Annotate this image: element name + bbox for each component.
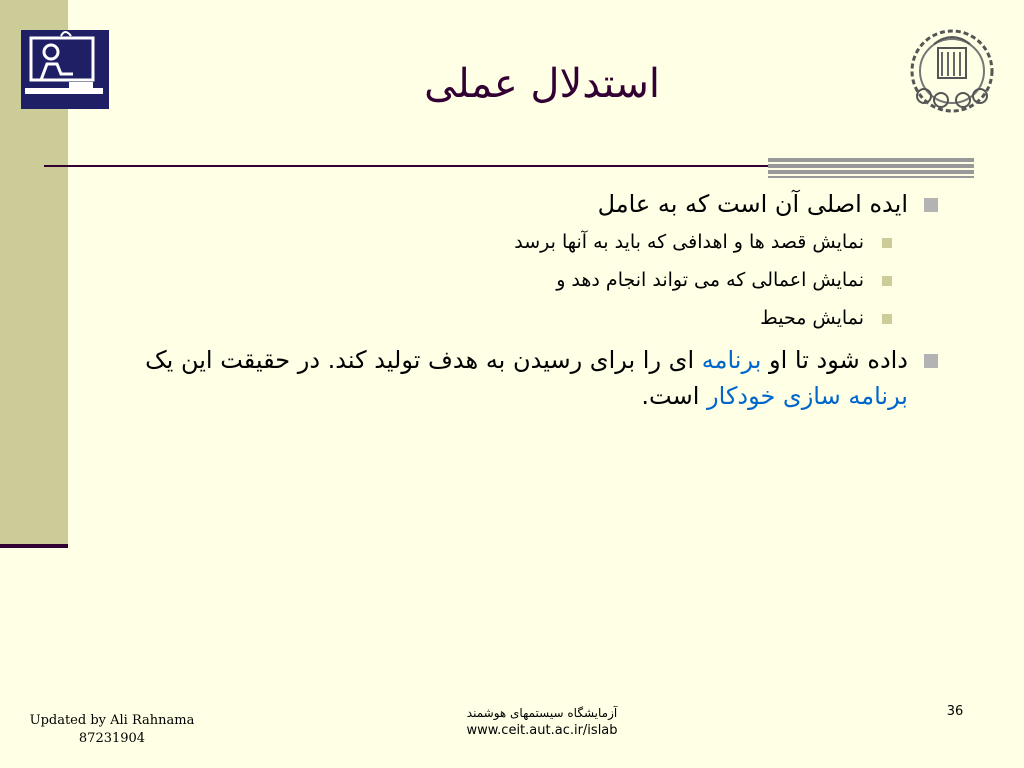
bullet-main-idea xyxy=(100,186,938,222)
bullet-automatic-programming xyxy=(100,342,938,414)
highlight-program: برنامه xyxy=(701,346,762,374)
sub-bullet xyxy=(100,228,938,256)
square-bullet-icon xyxy=(882,276,892,286)
footer-lab xyxy=(412,704,672,740)
bullet-text: ایده اصلی آن است که به عامل xyxy=(597,190,908,218)
computer-user-logo-icon xyxy=(21,30,109,109)
lab-name: آزمایشگاه سیستمهای هوشمند xyxy=(466,706,618,720)
square-bullet-icon xyxy=(924,354,938,368)
slide-title: استدلال عملی xyxy=(424,61,660,107)
university-emblem-icon xyxy=(904,26,1000,116)
sub-bullet xyxy=(100,266,938,294)
sub-bullet-text: نمایش اعمالی که می تواند انجام دهد و xyxy=(556,269,864,291)
page-number: 36 xyxy=(946,704,964,719)
square-bullet-icon xyxy=(882,314,892,324)
title-rule-accent xyxy=(768,158,974,178)
bullet-text-part: ای را برای رسیدن به هدف تولید کند. در حقیقت این یک xyxy=(145,346,695,374)
footer-author xyxy=(24,712,200,748)
sub-bullet xyxy=(100,304,938,332)
lab-url: www.ceit.aut.ac.ir/islab xyxy=(466,723,618,738)
sub-bullet-text: نمایش محیط xyxy=(760,307,864,329)
square-bullet-icon xyxy=(924,198,938,212)
bullet-text-part: است. xyxy=(641,382,700,410)
highlight-automatic-programming: برنامه سازی خودکار xyxy=(707,382,908,410)
author-id: 87231904 xyxy=(78,731,146,746)
square-bullet-icon xyxy=(882,238,892,248)
title-underline xyxy=(44,165,804,167)
slide-content xyxy=(100,186,938,420)
author-name: Updated by Ali Rahnama xyxy=(29,713,195,728)
sub-bullet-text: نمایش قصد ها و اهدافی که باید به آنها برسد xyxy=(514,231,864,253)
bullet-text-part: داده شود تا او xyxy=(769,346,908,374)
sidebar-divider xyxy=(0,544,68,548)
